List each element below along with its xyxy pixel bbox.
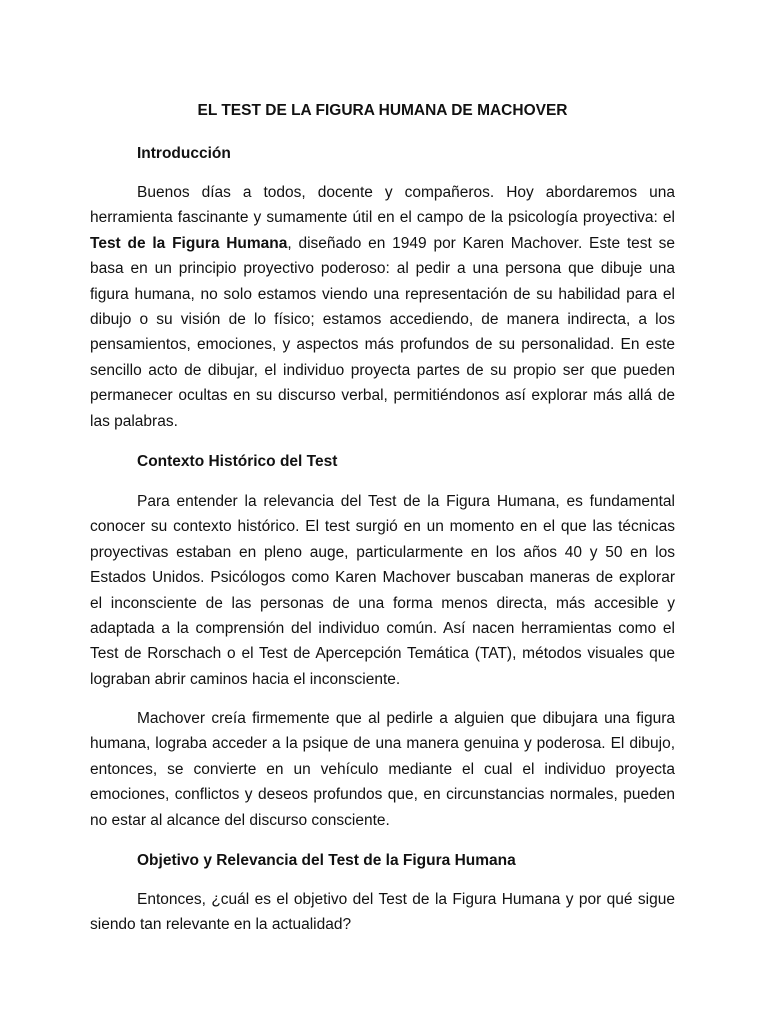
paragraph-objetivo: Entonces, ¿cuál es el objetivo del Test de la Figura Humana y por qué sigue siendo tan relevante en la actualidad? [90, 891, 675, 934]
paragraph-machover: Machover creía firmemente que al pedirle a alguien que dibujara una figura humana, lograba acceder a la psique de una manera genuina y poderosa. El dibujo, entonces, se convierte en un vehículo mediante el cual el individuo proyecta emociones, conflictos y deseos profundos que, en circunstancias normales, pueden no estar al alcance del discurso consciente. [90, 710, 675, 829]
document-page [90, 0, 675, 1024]
paragraph-text: , diseñado en 1949 por Karen Machover. Este test se basa en un principio proyectivo poderoso: al pedir a una persona que dibuje una figura humana, no solo estamos viendo una representación de su habilidad para el dibujo o su visión de lo físico; estamos accediendo, de manera indirecta, a los pensamientos, emociones, y aspectos más profundos de su personalidad. En este sencillo acto de dibujar, el individuo proyecta partes de su propio ser que pueden permanecer ocultas en su discurso verbal, permitiéndonos así explorar más allá de las palabras. [90, 234, 675, 430]
bold-test-name: Test de la Figura Humana [90, 234, 288, 252]
heading-objetivo-relevancia: Objetivo y Relevancia del Test de la Figura Humana [137, 852, 516, 869]
document-title: EL TEST DE LA FIGURA HUMANA DE MACHOVER [197, 102, 568, 119]
heading-introduccion: Introducción [137, 145, 231, 162]
paragraph-text: Buenos días a todos, docente y compañeros. Hoy abordaremos una herramienta fascinante y sumamente útil en el campo de la psicología proyectiva: el [90, 184, 675, 227]
heading-contexto-historico: Contexto Histórico del Test [137, 453, 338, 470]
paragraph-introduccion [90, 180, 675, 434]
paragraph-contexto-historico: Para entender la relevancia del Test de la Figura Humana, es fundamental conocer su contexto histórico. El test surgió en un momento en el que las técnicas proyectivas estaban en pleno auge, particularmente en los años 40 y 50 en los Estados Unidos. Psicólogos como Karen Machover buscaban maneras de explorar el inconsciente de las personas de una forma menos directa, más accesible y adaptada a la comprensión del individuo común. Así nacen herramientas como el Test de Rorschach o el Test de Apercepción Temática (TAT), métodos visuales que lograban abrir caminos hacia el inconsciente. [90, 493, 675, 688]
